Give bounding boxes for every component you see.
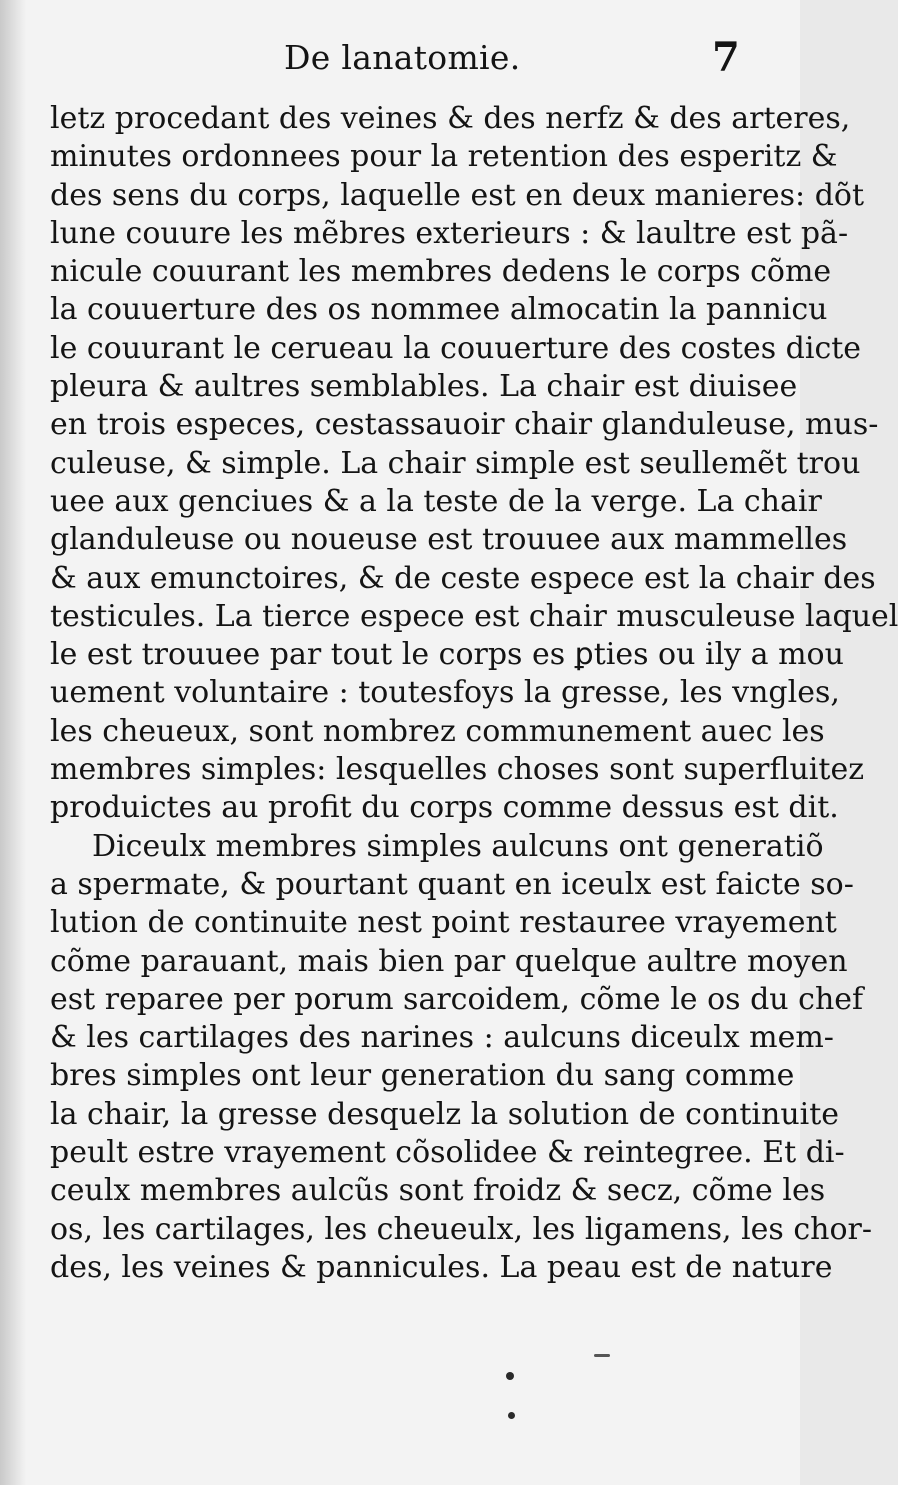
page-number: 7 <box>712 34 740 81</box>
text-line: des, les veines & pannicules. La peau est de nature <box>50 1249 833 1285</box>
text-line: les cheueux, sont nombrez communement auec les <box>50 713 825 749</box>
text-line: en trois especes, cestassauoir chair glanduleuse, mus- <box>50 407 879 443</box>
text-line: testicules. La tierce espece est chair musculeuse laquel <box>50 598 898 634</box>
text-line: pleura & aultres semblables. La chair est diuisee <box>50 369 798 405</box>
text-line: cõme parauant, mais bien par quelque aultre moyen <box>50 943 848 979</box>
ink-speck <box>594 1354 610 1357</box>
text-line: letz procedant des veines & des nerfz & des arteres, <box>50 101 851 136</box>
text-line: membres simples: lesquelles choses sont superfluitez <box>50 752 864 788</box>
text-line: le couurant le cerueau la couuerture des costes dicte <box>50 330 862 366</box>
text-line: lune couure les mẽbres exterieurs : & laultre est pã- <box>50 215 849 251</box>
text-line: lution de continuite nest point restauree vrayement <box>50 905 837 941</box>
running-head <box>0 32 800 82</box>
text-line: minutes ordonnees pour la retention des esperitz & <box>50 139 838 175</box>
text-line: le est trouuee par tout le corps es ꝑties ou ily a mou <box>50 637 844 673</box>
text-line: bres simples ont leur generation du sang comme <box>50 1058 795 1094</box>
text-line: glanduleuse ou noueuse est trouuee aux mammelles <box>50 522 848 558</box>
body-text <box>50 100 898 1287</box>
text-line: produictes au profit du corps comme dessus est dit. <box>50 790 839 826</box>
text-line: & aux emunctoires, & de ceste espece est la chair des <box>50 560 876 596</box>
text-line: uement voluntaire : toutesfoys la gresse, les vngles, <box>50 675 840 711</box>
ink-speck <box>508 1412 515 1419</box>
paragraph-first-line: Diceulx membres simples aulcuns ont generatiõ <box>92 828 824 864</box>
text-line: peult estre vrayement cõsolidee & reintegree. Et di- <box>50 1135 845 1171</box>
running-title: De lanatomie. <box>284 38 521 77</box>
text-line: uee aux genciues & a la teste de la verge. La chair <box>50 483 822 519</box>
text-line: a spermate, & pourtant quant en iceulx est faicte so- <box>50 866 854 902</box>
ink-speck <box>506 1372 514 1380</box>
text-line: culeuse, & simple. La chair simple est seullemẽt trou <box>50 445 861 481</box>
text-line: la chair, la gresse desquelz la solution de continuite <box>50 1096 840 1132</box>
text-line: est reparee per porum sarcoidem, cõme le os du chef <box>50 981 864 1017</box>
text-line: la couuerture des os nommee almocatin la pannicu <box>50 292 828 328</box>
text-line: ceulx membres aulcũs sont froidz & secz, cõme les <box>50 1173 826 1209</box>
text-line: & les cartilages des narines : aulcuns diceulx mem- <box>50 1020 834 1056</box>
text-line: nicule couurant les membres dedens le corps cõme <box>50 254 832 290</box>
text-line: os, les cartilages, les cheueulx, les ligamens, les chor- <box>50 1211 873 1247</box>
page-gutter-shadow <box>0 0 26 1485</box>
text-line: des sens du corps, laquelle est en deux manieres: dõt <box>50 177 865 213</box>
